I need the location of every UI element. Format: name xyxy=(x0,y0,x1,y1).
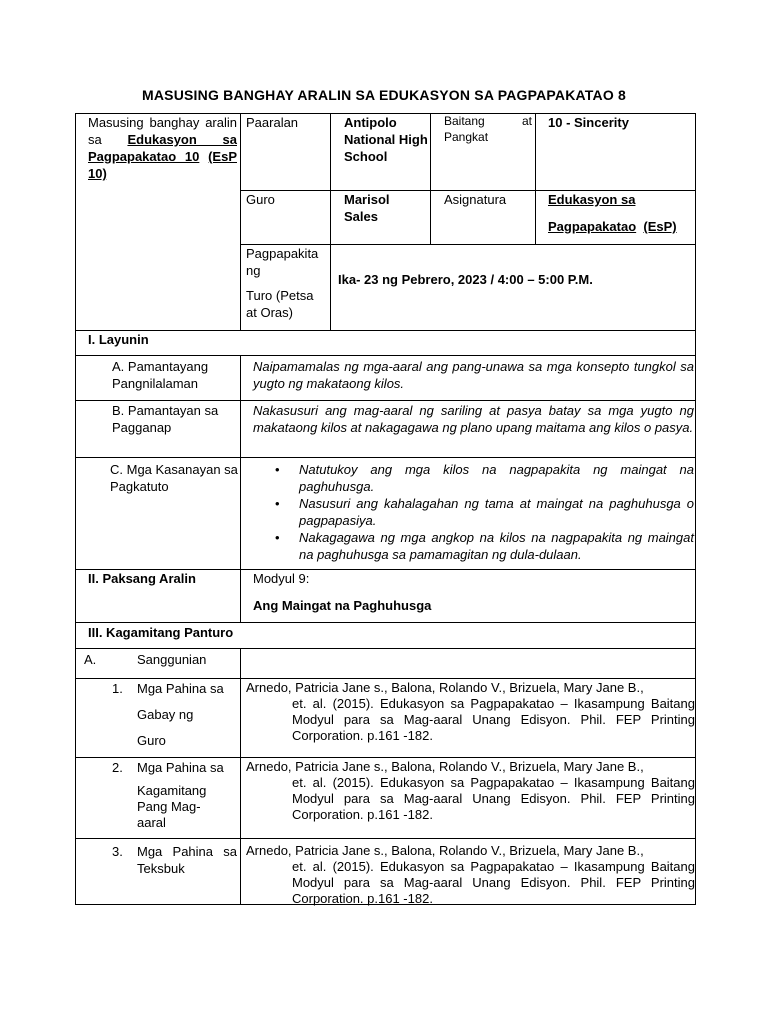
asignatura-value-code: (EsP) xyxy=(643,219,677,234)
asignatura-value-line1: Edukasyon sa xyxy=(548,192,636,207)
item-number: 1. xyxy=(112,681,123,696)
row-divider xyxy=(75,400,696,401)
item-number: 2. xyxy=(112,760,123,775)
item-label: Mga Pahina sa xyxy=(137,681,224,696)
layunin-a-label: A. Pamantayang Pangnilalaman xyxy=(112,359,209,391)
layunin-heading: I. Layunin xyxy=(88,332,149,347)
paaralan-label: Paaralan xyxy=(246,115,299,130)
list-item xyxy=(253,495,694,529)
asignatura-label: Asignatura xyxy=(444,192,507,207)
layunin-c-label: C. Mga Kasanayan sa Pagkatuto xyxy=(110,462,238,494)
reference-continuation: et. al. (2015). Edukasyon sa Pagpapakatao – Ikasampung Baitang Modyul para sa Mag-aaral Unang Edisyon. Phil. FEP Printing Corporation. p.161 -182. xyxy=(292,775,695,822)
row-divider xyxy=(75,622,696,623)
row-divider xyxy=(75,838,696,839)
item-label: Mga Pahina sa xyxy=(137,760,224,775)
list-item-text: Nakagagawa ng mga angkop na kilos na nagpapakita ng maingat na paghuhusga sa pamamagitan ng dula-dulaan. xyxy=(299,530,694,562)
column-divider xyxy=(430,113,431,244)
column-divider xyxy=(240,113,241,330)
sanggunian-label: Sanggunian xyxy=(137,652,207,667)
baitang-label: Baitang at Pangkat xyxy=(444,114,532,144)
intro-code: (EsP 10) xyxy=(88,149,237,181)
column-divider xyxy=(240,648,241,905)
bullet-icon: • xyxy=(275,462,280,477)
layunin-a-text: Naipamamalas ng mga-aaral ang pang-unawa sa mga konsepto tungkol sa yugto ng makataong kilos. xyxy=(253,359,694,391)
bullet-icon: • xyxy=(275,530,280,545)
reference-line: Arnedo, Patricia Jane s., Balona, Rolando V., Brizuela, Mary Jane B., xyxy=(246,680,644,695)
paksa-heading: II. Paksang Aralin xyxy=(88,571,196,586)
column-divider xyxy=(240,355,241,622)
intro-subject: Edukasyon sa Pagpapakatao 10 xyxy=(88,132,237,164)
paksa-title: Ang Maingat na Paghuhusga xyxy=(253,598,432,613)
item-label: Kagamitang Pang Mag-aaral xyxy=(137,783,207,830)
baitang-value: 10 - Sincerity xyxy=(548,115,629,130)
reference-text xyxy=(246,759,695,823)
column-divider xyxy=(535,113,536,244)
row-divider xyxy=(75,678,696,679)
layunin-b-label: B. Pamantayan sa Pagganap xyxy=(112,403,219,435)
item-label: Mga Pahina sa Teksbuk xyxy=(137,844,237,876)
row-divider xyxy=(75,457,696,458)
layunin-b-text: Nakasusuri ang mag-aaral ng sariling at pasya batay sa mga yugto ng makataong kilos at nakagagawa ng plano upang maitama ang kilos o pasya. xyxy=(253,403,694,435)
paaralan-value: Antipolo National High School xyxy=(344,115,428,164)
asignatura-value-word: Pagpapakatao xyxy=(548,219,637,234)
pagpapakita-value: Ika- 23 ng Pebrero, 2023 / 4:00 – 5:00 P.M. xyxy=(338,272,593,287)
list-item-text: Natutukoy ang mga kilos na nagpapakita ng maingat na paghuhusga. xyxy=(299,462,694,494)
guro-value: Marisol Sales xyxy=(344,192,390,224)
guro-label: Guro xyxy=(246,192,275,207)
item-label: Guro xyxy=(137,733,166,748)
kagamitan-heading: III. Kagamitang Panturo xyxy=(88,625,234,640)
row-divider xyxy=(75,330,696,331)
row-divider xyxy=(75,757,696,758)
bullet-icon: • xyxy=(275,496,280,511)
document-title: MASUSING BANGHAY ARALIN SA EDUKASYON SA PAGPAPAKATAO 8 xyxy=(142,87,626,103)
column-divider xyxy=(330,113,331,330)
list-item xyxy=(253,461,694,495)
row-divider xyxy=(75,648,696,649)
item-label: Gabay ng xyxy=(137,707,194,722)
reference-line: Arnedo, Patricia Jane s., Balona, Rolando V., Brizuela, Mary Jane B., xyxy=(246,759,644,774)
row-divider xyxy=(75,355,696,356)
intro-text xyxy=(88,114,237,182)
pagpapakita-label-line1: Pagpapakita ng xyxy=(246,246,319,278)
reference-continuation: et. al. (2015). Edukasyon sa Pagpapakatao – Ikasampung Baitang Modyul para sa Mag-aaral Unang Edisyon. Phil. FEP Printing Corporation. p.161 -182. xyxy=(292,696,695,743)
asignatura-value-line2 xyxy=(548,218,677,235)
reference-continuation: et. al. (2015). Edukasyon sa Pagpapakatao – Ikasampung Baitang Modyul para sa Mag-aaral Unang Edisyon. Phil. FEP Printing Corporation. p.161 -182. xyxy=(292,859,695,906)
paksa-modyul: Modyul 9: xyxy=(253,571,310,586)
kasanayan-list xyxy=(253,461,694,563)
reference-line: Arnedo, Patricia Jane s., Balona, Rolando V., Brizuela, Mary Jane B., xyxy=(246,843,644,858)
reference-text xyxy=(246,843,695,907)
list-item-text: Nasusuri ang kahalagahan ng tama at maingat na paghuhusga o pagpapasiya. xyxy=(299,496,694,528)
sanggunian-letter: A. xyxy=(84,652,97,667)
item-number: 3. xyxy=(112,844,123,859)
list-item xyxy=(253,529,694,563)
intro-plain: Masusing banghay aralin sa xyxy=(88,115,237,147)
pagpapakita-label-line2: Turo (Petsa at Oras) xyxy=(246,288,314,320)
reference-text xyxy=(246,680,695,744)
